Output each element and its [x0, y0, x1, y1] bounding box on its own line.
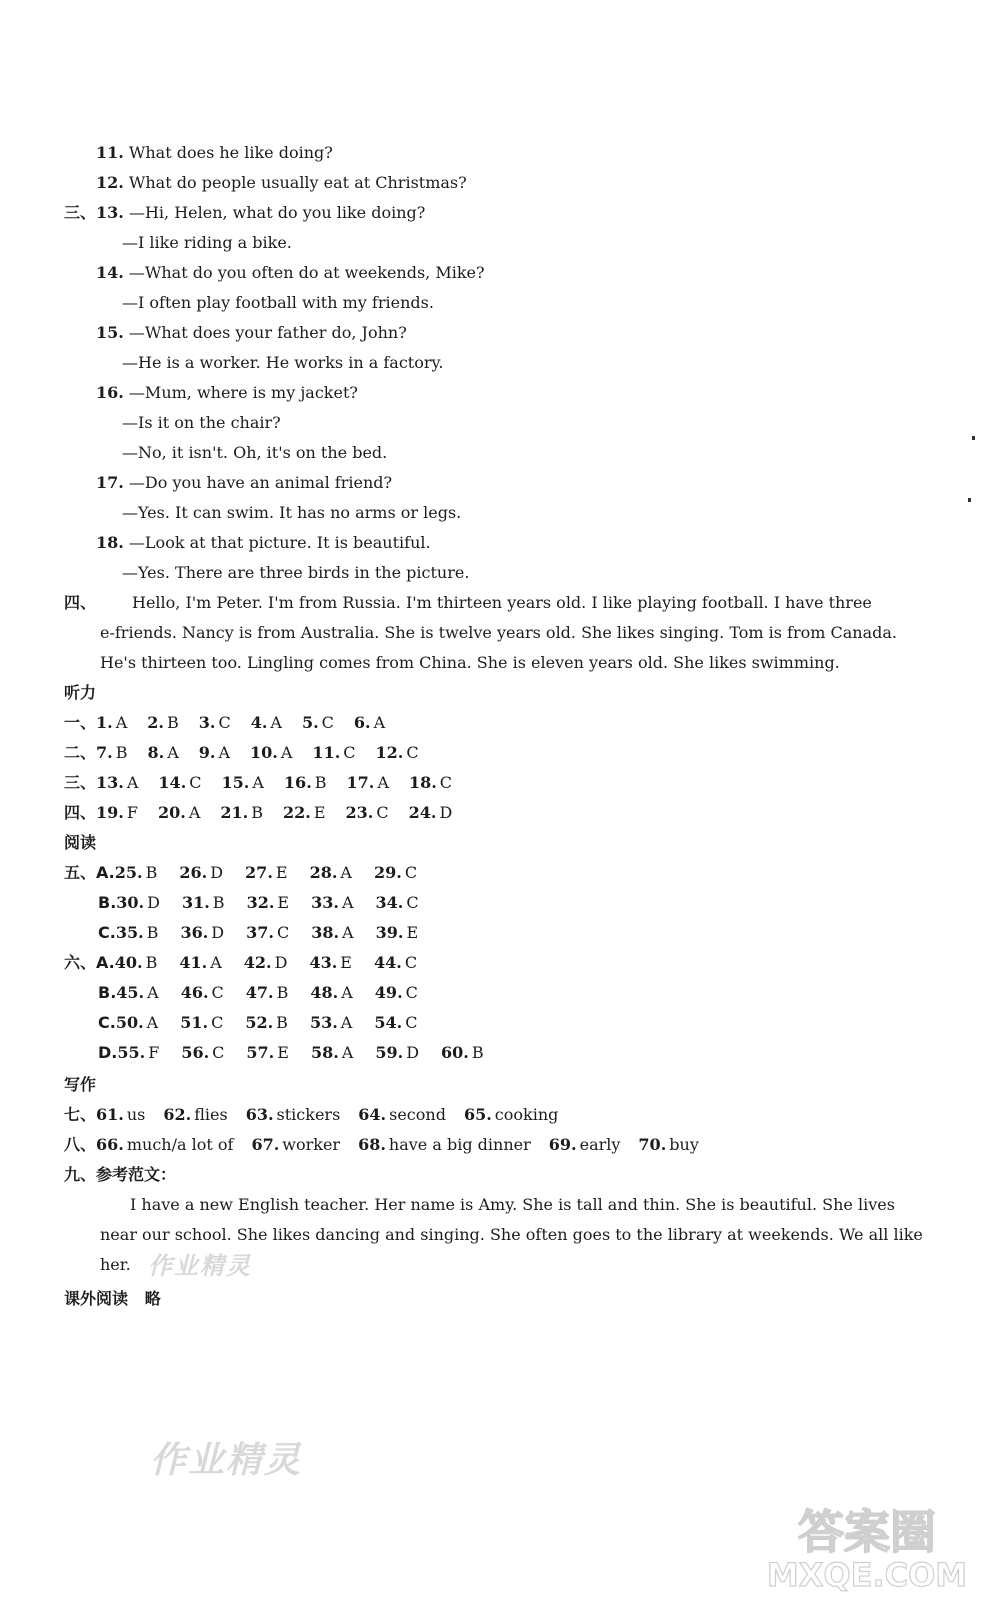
answer-number: 4.	[250, 713, 268, 732]
answer-item	[638, 1135, 698, 1154]
answer-value: B	[276, 1013, 288, 1032]
reading-row	[98, 982, 418, 1004]
answer-value: A	[340, 863, 352, 882]
answer-number: 24.	[408, 803, 437, 822]
answer-item	[375, 983, 418, 1002]
answer-number: 14.	[158, 773, 187, 792]
answer-number: 28.	[309, 863, 338, 882]
answer-value: D	[147, 893, 160, 912]
reading-row	[98, 1042, 484, 1064]
answer-number: 45.	[116, 983, 145, 1002]
watermark-1: 作业精灵	[148, 1251, 252, 1280]
row-prefix: 七、	[64, 1105, 97, 1124]
answer-value: A	[341, 983, 353, 1002]
answer-item	[96, 743, 127, 762]
answer-number: 60.	[441, 1043, 469, 1062]
answer-number: 40.	[114, 953, 143, 972]
answer-item	[374, 953, 417, 972]
line-12: 12. What do people usually eat at Christmas?	[96, 173, 467, 192]
answer-value: C	[439, 773, 453, 792]
answer-item	[245, 1013, 288, 1032]
answer-item	[147, 713, 178, 732]
answer-value: second	[389, 1105, 446, 1124]
answer-number: 58.	[310, 1043, 339, 1062]
answer-number: 33.	[311, 893, 339, 912]
answer-number: 69.	[548, 1135, 577, 1154]
answer-value: D	[211, 923, 225, 942]
answer-value: C	[406, 743, 419, 762]
answer-item	[199, 743, 230, 762]
answer-value: B	[212, 893, 225, 912]
line-17: 17. —Do you have an animal friend?	[96, 473, 393, 492]
answer-item	[549, 1135, 621, 1154]
answer-value: A	[280, 743, 293, 762]
answer-item	[115, 863, 158, 882]
answer-value: F	[126, 803, 138, 822]
sample-essay-line-3: her.	[100, 1255, 131, 1274]
answer-value: flies	[194, 1105, 228, 1124]
answer-number: 16.	[283, 773, 312, 792]
row-prefix: 一、	[64, 713, 97, 732]
answer-item	[251, 713, 282, 732]
answer-number: 66.	[96, 1135, 124, 1154]
answer-value: A	[342, 923, 354, 942]
answer-item	[310, 863, 352, 882]
answer-value: C	[343, 743, 356, 762]
answer-value: C	[406, 893, 419, 912]
answer-value: C	[405, 983, 418, 1002]
answer-item	[116, 983, 158, 1002]
answer-item	[163, 1105, 227, 1124]
line-16: 16. —Mum, where is my jacket?	[96, 383, 358, 402]
answer-value: E	[406, 923, 419, 942]
answer-value: cooking	[494, 1105, 559, 1124]
answer-item	[116, 923, 159, 942]
answer-item	[310, 1013, 352, 1032]
reading-row	[98, 892, 419, 914]
answer-value: C	[376, 803, 389, 822]
answer-item	[409, 803, 453, 822]
line-15: 15. —What does your father do, John?	[96, 323, 407, 342]
answer-number: 61.	[96, 1105, 124, 1124]
answer-item	[96, 803, 138, 822]
answer-number: 20.	[157, 803, 186, 822]
writing-row	[64, 1134, 699, 1156]
answer-item	[250, 743, 292, 762]
answer-value: C	[211, 1013, 224, 1032]
answer-value: E	[313, 803, 326, 822]
answer-value: A	[115, 713, 128, 732]
answer-item	[302, 713, 334, 732]
answer-value: have a big dinner	[388, 1135, 531, 1154]
heading-listening: 听力	[64, 683, 97, 702]
answer-value: B	[146, 923, 159, 942]
reading-row	[98, 1012, 417, 1034]
answer-number: 9.	[198, 743, 216, 762]
row-prefix: C.	[98, 923, 116, 942]
sample-essay-label: 九、参考范文：	[64, 1165, 177, 1184]
scan-dot	[972, 436, 975, 440]
heading-writing: 写作	[64, 1075, 97, 1094]
answer-number: 52.	[245, 1013, 274, 1032]
answer-item	[96, 773, 138, 792]
answer-value: C	[276, 923, 290, 942]
answer-number: 46.	[180, 983, 209, 1002]
answer-item	[179, 953, 221, 972]
row-prefix: 六、A.	[64, 953, 115, 972]
listening-row	[64, 772, 452, 794]
row-prefix: B.	[98, 983, 117, 1002]
answer-item	[246, 1043, 289, 1062]
answer-item	[116, 1013, 158, 1032]
answer-value: A	[341, 1043, 354, 1062]
answer-item	[441, 1043, 484, 1062]
answer-item	[182, 893, 225, 912]
sample-essay-line-2: near our school. She likes dancing and singing. She often goes to the library at weekends. We all like	[100, 1225, 923, 1244]
row-prefix: B.	[98, 893, 117, 912]
answer-number: 23.	[345, 803, 374, 822]
answer-item	[354, 713, 385, 732]
reading-row	[98, 922, 418, 944]
answer-number: 31.	[181, 893, 210, 912]
answer-value: B	[145, 863, 158, 882]
logo-top-text: 答案圈	[798, 1505, 936, 1559]
answer-item	[96, 1105, 145, 1124]
answer-value: A	[147, 983, 159, 1002]
row-prefix: C.	[98, 1013, 116, 1032]
listening-row	[64, 712, 385, 734]
answer-item	[311, 923, 353, 942]
answer-item	[247, 893, 290, 912]
answer-item	[464, 1105, 558, 1124]
answer-value: C	[321, 713, 334, 732]
answer-value: B	[251, 803, 263, 822]
answer-value: F	[148, 1043, 160, 1062]
answer-number: 5.	[301, 713, 319, 732]
answer-number: 56.	[181, 1043, 210, 1062]
answer-value: A	[218, 743, 231, 762]
answer-number: 10.	[250, 743, 278, 762]
section-4-line-2: e-friends. Nancy is from Australia. She is twelve years old. She likes singing. Tom is from Canada.	[100, 623, 898, 642]
line-16-reply-2: —No, it isn't. Oh, it's on the bed.	[122, 443, 388, 462]
answer-item	[147, 743, 178, 762]
scan-dot	[968, 498, 971, 502]
answer-item	[116, 893, 160, 912]
answer-number: 64.	[358, 1105, 387, 1124]
reading-row	[64, 952, 417, 974]
answer-value: C	[211, 983, 224, 1002]
answer-item	[158, 773, 201, 792]
answer-number: 13.	[96, 773, 124, 792]
answer-value: much/a lot of	[126, 1135, 234, 1154]
answer-number: 32.	[246, 893, 275, 912]
answer-number: 21.	[220, 803, 249, 822]
answer-number: 68.	[358, 1135, 386, 1154]
row-prefix: 五、A.	[64, 863, 115, 882]
answer-number: 6.	[353, 713, 371, 732]
logo-bottom-text: MXQE.COM	[766, 1556, 968, 1594]
line-17-reply: —Yes. It can swim. It has no arms or legs.	[122, 503, 462, 522]
answer-number: 55.	[117, 1043, 146, 1062]
answer-value: D	[406, 1043, 420, 1062]
answer-item	[311, 893, 353, 912]
answer-number: 22.	[282, 803, 311, 822]
answer-number: 63.	[245, 1105, 274, 1124]
answer-item	[181, 983, 224, 1002]
answer-item	[376, 743, 419, 762]
answer-item	[251, 1135, 340, 1154]
answer-item	[222, 773, 264, 792]
answer-value: C	[404, 953, 418, 972]
answer-value: E	[275, 863, 288, 882]
answer-number: 57.	[246, 1043, 275, 1062]
answer-item	[246, 923, 289, 942]
answer-number: 19.	[96, 803, 124, 822]
answer-number: 26.	[179, 863, 208, 882]
answer-value: early	[579, 1135, 621, 1154]
answer-number: 27.	[245, 863, 273, 882]
answer-value: C	[189, 773, 202, 792]
answer-number: 62.	[163, 1105, 192, 1124]
answer-value: D	[274, 953, 288, 972]
answer-item	[311, 1043, 353, 1062]
answer-number: 29.	[373, 863, 402, 882]
answer-item	[409, 773, 452, 792]
answer-number: 7.	[96, 743, 113, 762]
line-13-reply: —I like riding a bike.	[122, 233, 292, 252]
answer-value: A	[210, 953, 222, 972]
row-prefix: 三、	[64, 773, 97, 792]
row-prefix: 八、	[64, 1135, 97, 1154]
answer-number: 51.	[180, 1013, 209, 1032]
answer-item	[96, 1135, 233, 1154]
answer-number: 70.	[638, 1135, 667, 1154]
answer-value: E	[340, 953, 352, 972]
answer-value: B	[471, 1043, 484, 1062]
answer-value: B	[145, 953, 158, 972]
watermark-2: 作业精灵	[150, 1439, 303, 1481]
answer-value: B	[276, 983, 289, 1002]
answer-value: C	[212, 1043, 225, 1062]
line-18-reply: —Yes. There are three birds in the picture.	[122, 563, 470, 582]
answer-item	[374, 1013, 417, 1032]
answer-value: C	[405, 1013, 418, 1032]
answer-item	[346, 803, 389, 822]
line-14-reply: —I often play football with my friends.	[122, 293, 434, 312]
heading-reading: 阅读	[64, 833, 97, 852]
line-16-reply-1: —Is it on the chair?	[122, 413, 281, 432]
answer-item	[358, 1135, 531, 1154]
answer-value: C	[218, 713, 231, 732]
answer-value: C	[404, 863, 418, 882]
answer-number: 37.	[246, 923, 274, 942]
answer-value: A	[340, 1013, 353, 1032]
answer-value: A	[188, 803, 201, 822]
answer-number: 65.	[463, 1105, 492, 1124]
answer-number: 30.	[116, 893, 145, 912]
answer-value: A	[270, 713, 282, 732]
answer-item	[310, 983, 352, 1002]
listening-row	[64, 742, 419, 764]
answer-number: 50.	[115, 1013, 144, 1032]
answer-item	[245, 863, 288, 882]
answer-number: 2.	[147, 713, 164, 732]
heading-extra-reading: 课外阅读 略	[64, 1289, 161, 1308]
answer-item	[115, 953, 158, 972]
answer-value: B	[314, 773, 327, 792]
answer-item	[246, 1105, 341, 1124]
row-prefix: 二、	[64, 743, 97, 762]
answer-value: A	[377, 773, 389, 792]
answer-value: E	[277, 1043, 289, 1062]
answer-number: 41.	[179, 953, 208, 972]
answer-value: us	[126, 1105, 146, 1124]
answer-number: 36.	[180, 923, 209, 942]
answer-number: 1.	[96, 713, 113, 732]
answer-number: 39.	[375, 923, 404, 942]
answer-number: 3.	[198, 713, 216, 732]
answer-item	[347, 773, 389, 792]
answer-item	[96, 713, 127, 732]
answer-number: 38.	[311, 923, 340, 942]
answer-item	[244, 953, 288, 972]
line-15-reply: —He is a worker. He works in a factory.	[122, 353, 444, 372]
line-13: 三、13. —Hi, Helen, what do you like doing?	[64, 203, 426, 222]
listening-row	[64, 802, 452, 824]
line-14: 14. —What do you often do at weekends, Mike?	[96, 263, 485, 282]
answer-item	[179, 863, 223, 882]
answer-item	[220, 803, 263, 822]
row-prefix: D.	[98, 1043, 118, 1062]
answer-item	[283, 803, 326, 822]
answer-number: 47.	[245, 983, 274, 1002]
answer-item	[158, 803, 200, 822]
answer-item	[246, 983, 289, 1002]
answer-value: B	[115, 743, 128, 762]
answer-number: 25.	[114, 863, 143, 882]
answer-value: D	[210, 863, 224, 882]
answer-item	[181, 1043, 224, 1062]
section-4-line-3: He's thirteen too. Lingling comes from China. She is eleven years old. She likes swimming.	[100, 653, 840, 672]
answer-number: 11.	[312, 743, 341, 762]
answer-item	[309, 953, 352, 972]
answer-value: A	[373, 713, 386, 732]
answer-item	[117, 1043, 159, 1062]
answer-number: 18.	[408, 773, 437, 792]
answer-value: D	[439, 803, 453, 822]
answer-value: buy	[669, 1135, 699, 1154]
answer-value: A	[341, 893, 354, 912]
answer-number: 35.	[115, 923, 144, 942]
answer-item	[199, 713, 231, 732]
answer-number: 43.	[309, 953, 338, 972]
answer-item	[180, 1013, 223, 1032]
answer-number: 67.	[251, 1135, 280, 1154]
section-4-line-1: 四、 Hello, I'm Peter. I'm from Russia. I'm thirteen years old. I like playing football. I have three	[64, 593, 872, 612]
sample-essay-line-1: I have a new English teacher. Her name is Amy. She is tall and thin. She is beautiful. She lives	[130, 1195, 895, 1214]
row-prefix: 四、	[64, 803, 97, 822]
answer-item	[358, 1105, 446, 1124]
answer-value: A	[146, 1013, 159, 1032]
answer-number: 48.	[310, 983, 339, 1002]
answer-value: A	[126, 773, 139, 792]
answer-item	[180, 923, 224, 942]
line-11: 11. What does he like doing?	[96, 143, 333, 162]
answer-item	[375, 1043, 419, 1062]
reading-row	[64, 862, 417, 884]
answer-item	[312, 743, 355, 762]
site-logo	[747, 1498, 987, 1594]
answer-item	[376, 923, 419, 942]
answer-value: A	[167, 743, 179, 762]
answer-value: B	[166, 713, 179, 732]
answer-number: 54.	[374, 1013, 403, 1032]
answer-number: 17.	[346, 773, 375, 792]
answer-value: stickers	[276, 1105, 341, 1124]
answer-item	[374, 863, 417, 882]
answer-number: 15.	[221, 773, 250, 792]
line-18: 18. —Look at that picture. It is beautiful.	[96, 533, 431, 552]
answer-value: E	[277, 893, 290, 912]
answer-value: worker	[282, 1135, 341, 1154]
answer-number: 34.	[375, 893, 404, 912]
answer-number: 42.	[243, 953, 272, 972]
answer-number: 59.	[375, 1043, 404, 1062]
answer-item	[376, 893, 419, 912]
answer-number: 44.	[373, 953, 402, 972]
answer-item	[284, 773, 327, 792]
answer-number: 49.	[374, 983, 403, 1002]
answer-number: 53.	[309, 1013, 338, 1032]
answer-number: 12.	[375, 743, 404, 762]
answer-number: 8.	[147, 743, 165, 762]
answer-value: A	[252, 773, 264, 792]
writing-row	[64, 1104, 558, 1126]
